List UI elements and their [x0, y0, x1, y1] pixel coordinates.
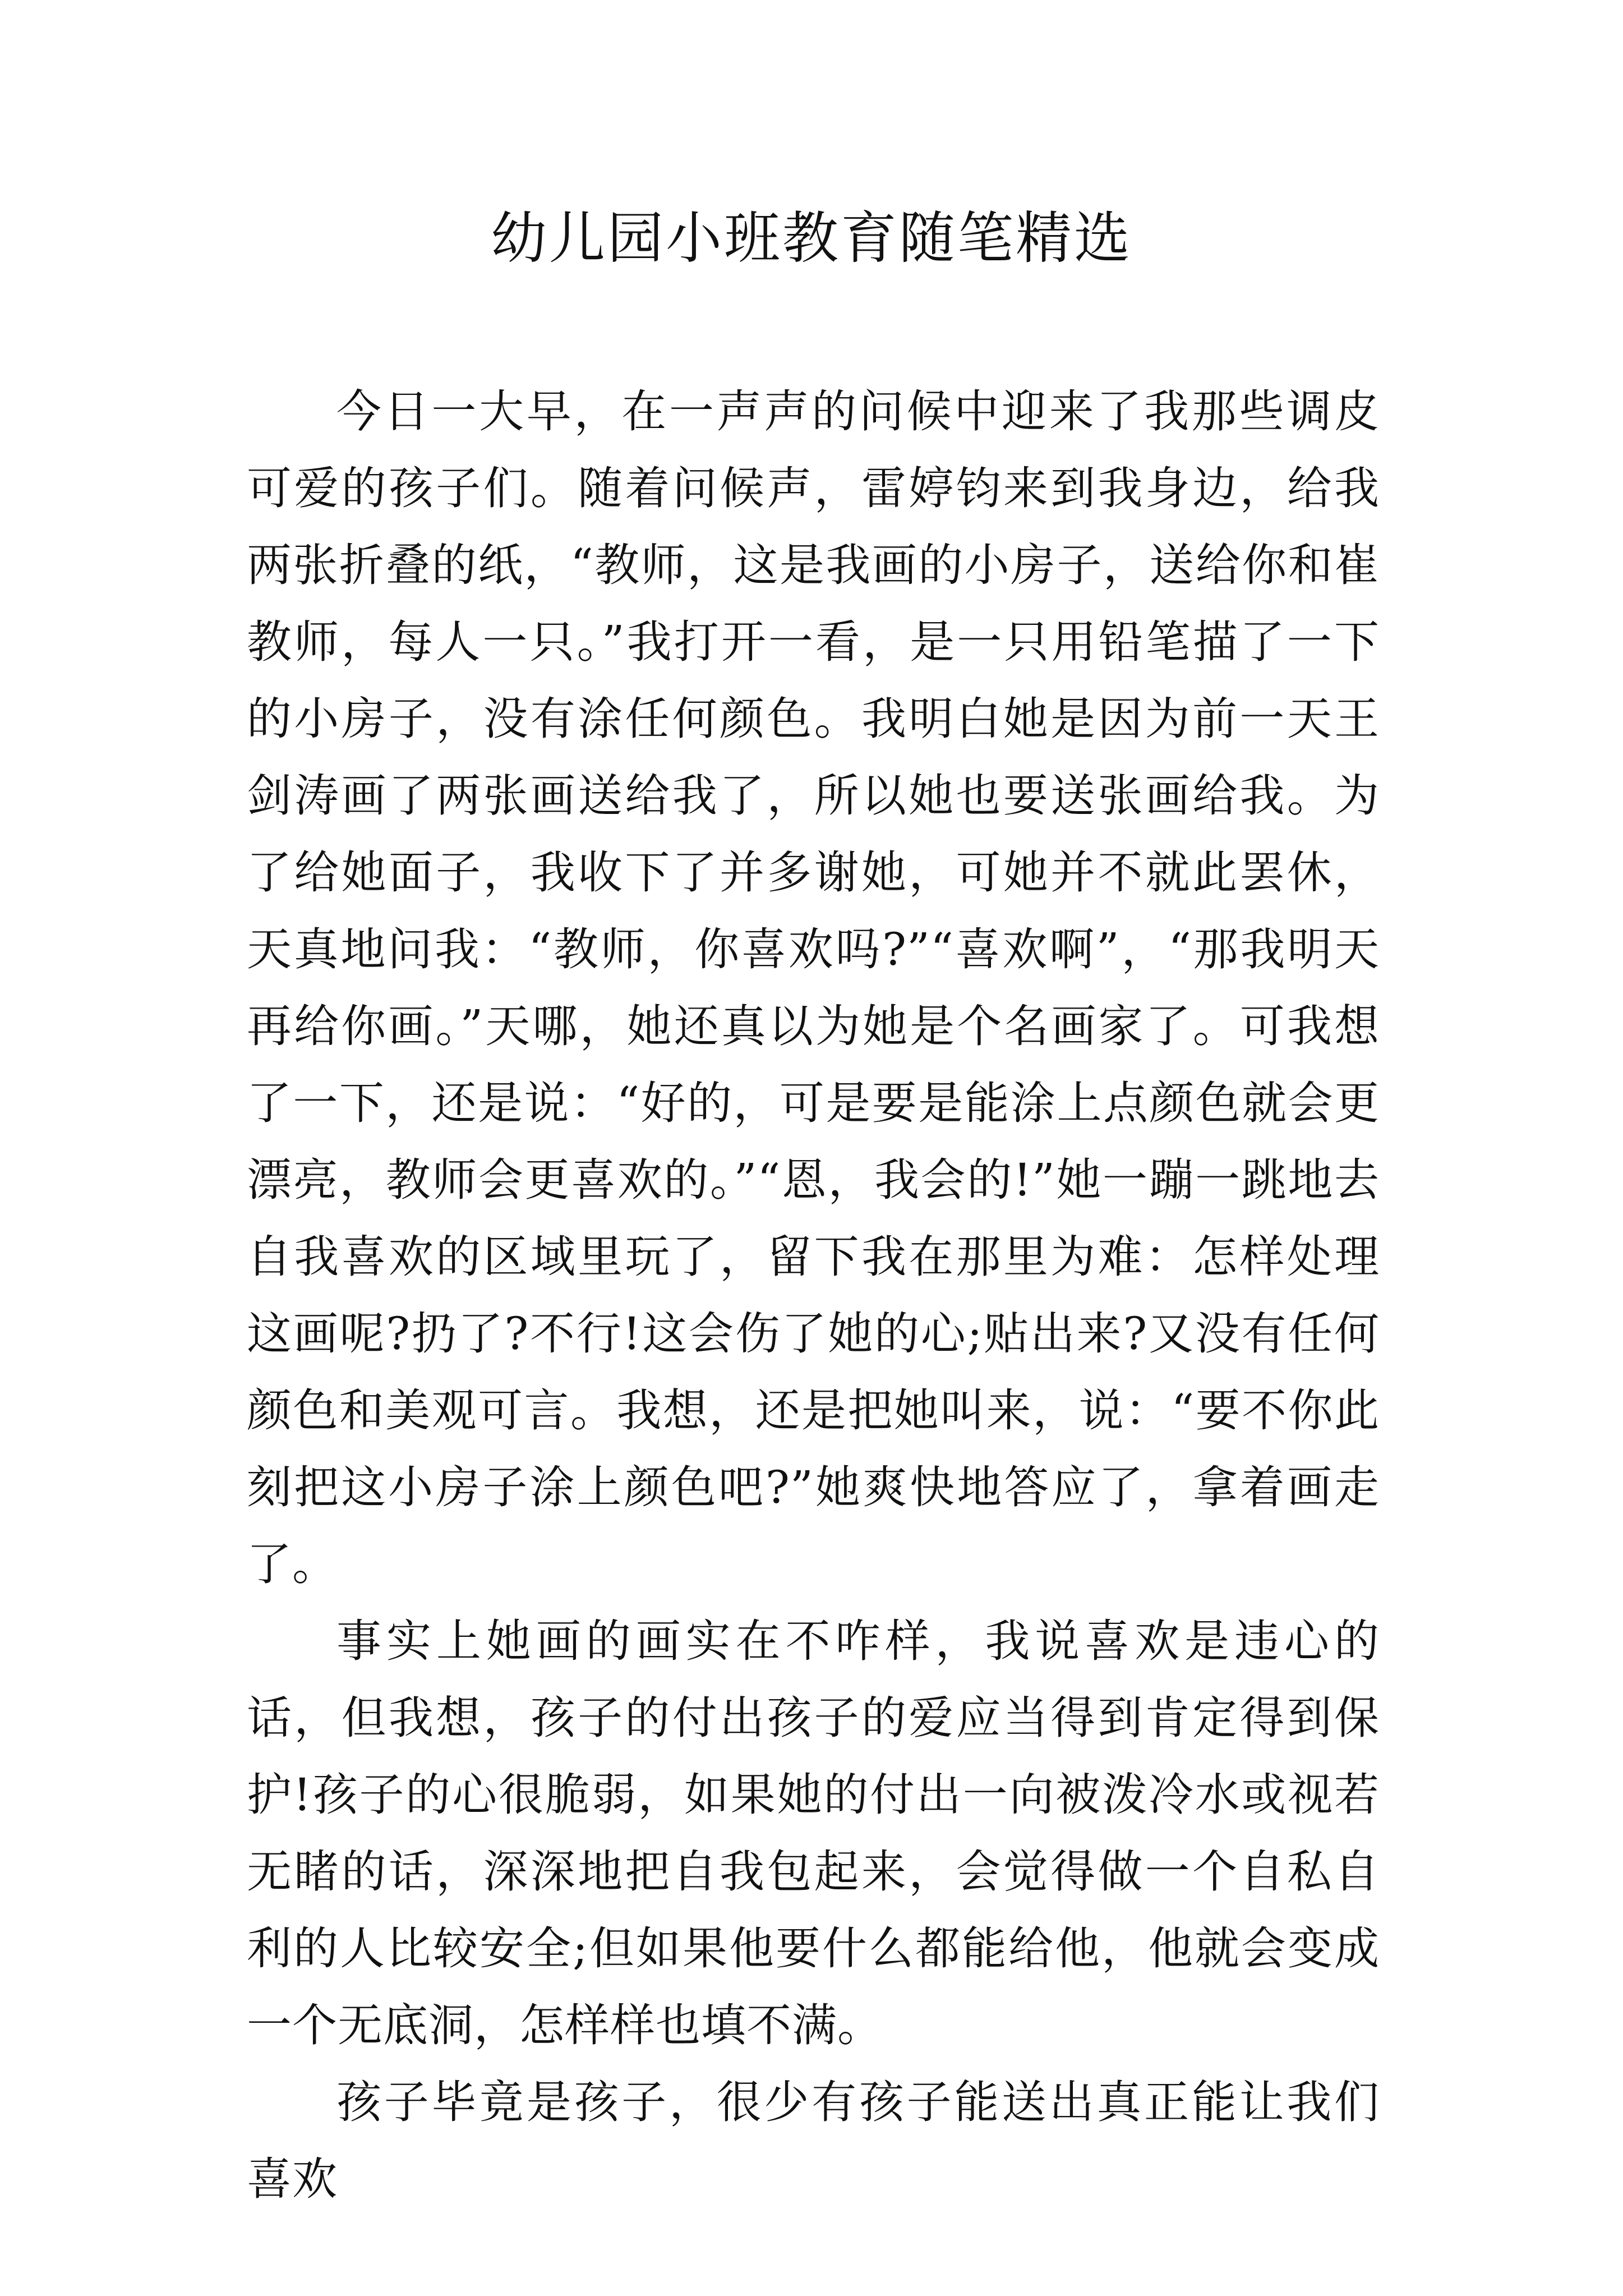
paragraph: 事实上她画的画实在不咋样，我说喜欢是违心的话，但我想，孩子的付出孩子的爱应当得到肯定得到保护!孩子的心很脆弱，如果她的付出一向被泼冷水或视若无睹的话，深深地把自我包起来，会觉得做一个自私自利的人比较安全;但如果他要什么都能给他，他就会变成一个无底洞，怎样样也填不满。 — [247, 1615, 1380, 2051]
document-title: 幼儿园小班教育随笔精选 — [491, 205, 1132, 271]
document-body — [247, 373, 1380, 2217]
paragraph: 孩子毕竟是孩子，很少有孩子能送出真正能让我们喜欢 — [247, 2076, 1380, 2205]
paragraph: 今日一大早，在一声声的问候中迎来了我那些调皮可爱的孩子们。随着问候声，雷婷钧来到我身边，给我两张折叠的纸，“教师，这是我画的小房子，送给你和崔教师，每人一只。”我打开一看，是一只用铅笔描了一下的小房子，没有涂任何颜色。我明白她是因为前一天王剑涛画了两张画送给我了，所以她也要送张画给我。为了给她面子，我收下了并多谢她，可她并不就此罢休，天真地问我：“教师，你喜欢吗?”“喜欢啊”，“那我明天再给你画。”天哪，她还真以为她是个名画家了。可我想了一下，还是说：“好的，可是要是能涂上点颜色就会更漂亮，教师会更喜欢的。”“恩，我会的!”她一蹦一跳地去自我喜欢的区域里玩了，留下我在那里为难：怎样处理这画呢?扔了?不行!这会伤了她的心;贴出来?又没有任何颜色和美观可言。我想，还是把她叫来，说：“要不你此刻把这小房子涂上颜色吧?”她爽快地答应了，拿着画走了。 — [247, 385, 1380, 1590]
